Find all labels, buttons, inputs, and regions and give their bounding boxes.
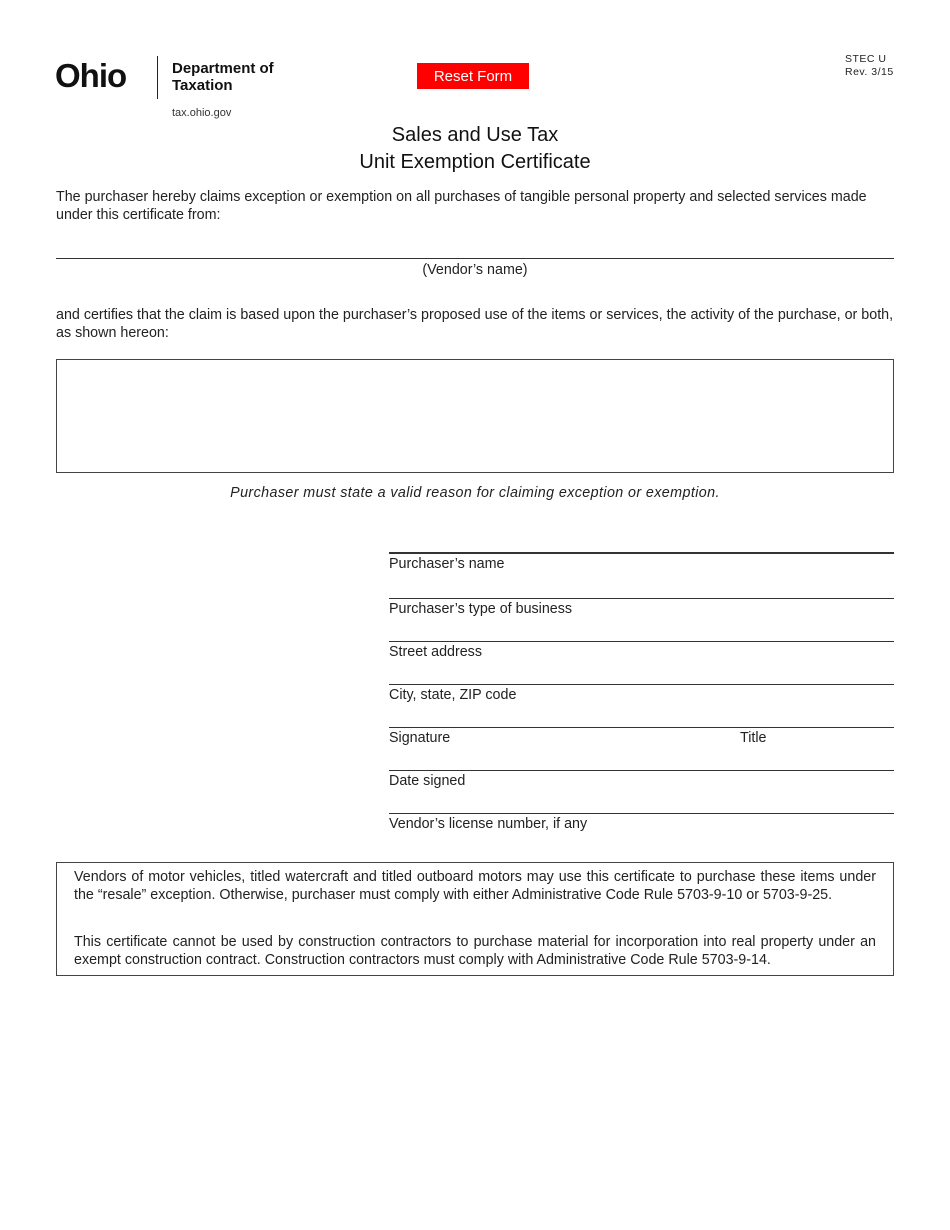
field-line xyxy=(389,813,894,814)
field-line xyxy=(389,552,894,554)
business-type-input[interactable] xyxy=(389,576,898,598)
city-state-zip-field xyxy=(389,684,894,703)
vendor-name-input[interactable] xyxy=(56,236,898,258)
field-line xyxy=(389,641,894,642)
date-signed-label: Date signed xyxy=(389,773,466,789)
city-state-zip-input[interactable] xyxy=(389,662,898,684)
reason-note: Purchaser must state a valid reason for claiming exception or exemption. xyxy=(230,485,720,501)
notice-paragraph-2: This certificate cannot be used by construction contractors to purchase material for incorporation into real property under an exempt construction contract. Construction contractors must comply with Administrative Code Rule 5703-9-14. xyxy=(74,934,876,968)
form-revision: Rev. 3/15 xyxy=(845,66,894,78)
certify-text: and certifies that the claim is based upon the purchaser’s proposed use of the items or services, the activity of the purchase, or both, as shown hereon: xyxy=(56,307,894,341)
field-line xyxy=(389,770,894,771)
form-identifier xyxy=(845,53,894,79)
website-text: tax.ohio.gov xyxy=(172,107,232,119)
vendor-name-line xyxy=(56,258,894,259)
date-signed-input[interactable] xyxy=(389,748,898,770)
form-code: STEC U xyxy=(845,53,887,65)
notice-paragraph-1: Vendors of motor vehicles, titled watercraft and titled outboard motors may use this certificate to purchase these items under the “resale” exception. Otherwise, purchaser must comply with either Administrative Code Rule 5703-9-10 or 5703-9-25. xyxy=(74,869,876,903)
vendor-license-label: Vendor’s license number, if any xyxy=(389,816,588,832)
field-line xyxy=(389,684,894,685)
signature-input[interactable] xyxy=(389,705,898,727)
business-type-label: Purchaser’s type of business xyxy=(389,601,573,617)
page-title xyxy=(0,122,950,176)
title-label: Title xyxy=(740,730,767,746)
exemption-reason-input[interactable] xyxy=(57,360,893,472)
field-line xyxy=(389,598,894,599)
exemption-reason-box xyxy=(56,359,894,473)
signature-field xyxy=(389,727,894,746)
vendor-name-label: (Vendor’s name) xyxy=(422,262,528,278)
ohio-logo: Ohio xyxy=(55,57,127,94)
reset-form-button[interactable]: Reset Form xyxy=(417,63,529,89)
date-signed-field xyxy=(389,770,894,789)
department-line-2: Taxation xyxy=(172,77,233,94)
field-line xyxy=(389,727,894,728)
vendor-license-input[interactable] xyxy=(389,791,898,813)
street-address-input[interactable] xyxy=(389,619,898,641)
street-address-label: Street address xyxy=(389,644,482,660)
intro-text: The purchaser hereby claims exception or exemption on all purchases of tangible personal property and selected services made under this certificate from: xyxy=(56,189,867,223)
street-address-field xyxy=(389,641,894,660)
vendor-license-field xyxy=(389,813,894,832)
department-name xyxy=(172,60,274,94)
purchaser-name-label: Purchaser’s name xyxy=(389,556,505,572)
purchaser-name-field xyxy=(389,552,894,572)
title-line-2: Unit Exemption Certificate xyxy=(359,151,591,173)
purchaser-name-input[interactable] xyxy=(389,530,898,552)
logo-divider xyxy=(157,56,158,99)
title-line-1: Sales and Use Tax xyxy=(391,124,559,146)
signature-label: Signature xyxy=(389,730,451,746)
notice-box xyxy=(56,862,894,976)
business-type-field xyxy=(389,598,894,617)
department-line-1: Department of xyxy=(172,60,274,77)
city-state-zip-label: City, state, ZIP code xyxy=(389,687,517,703)
